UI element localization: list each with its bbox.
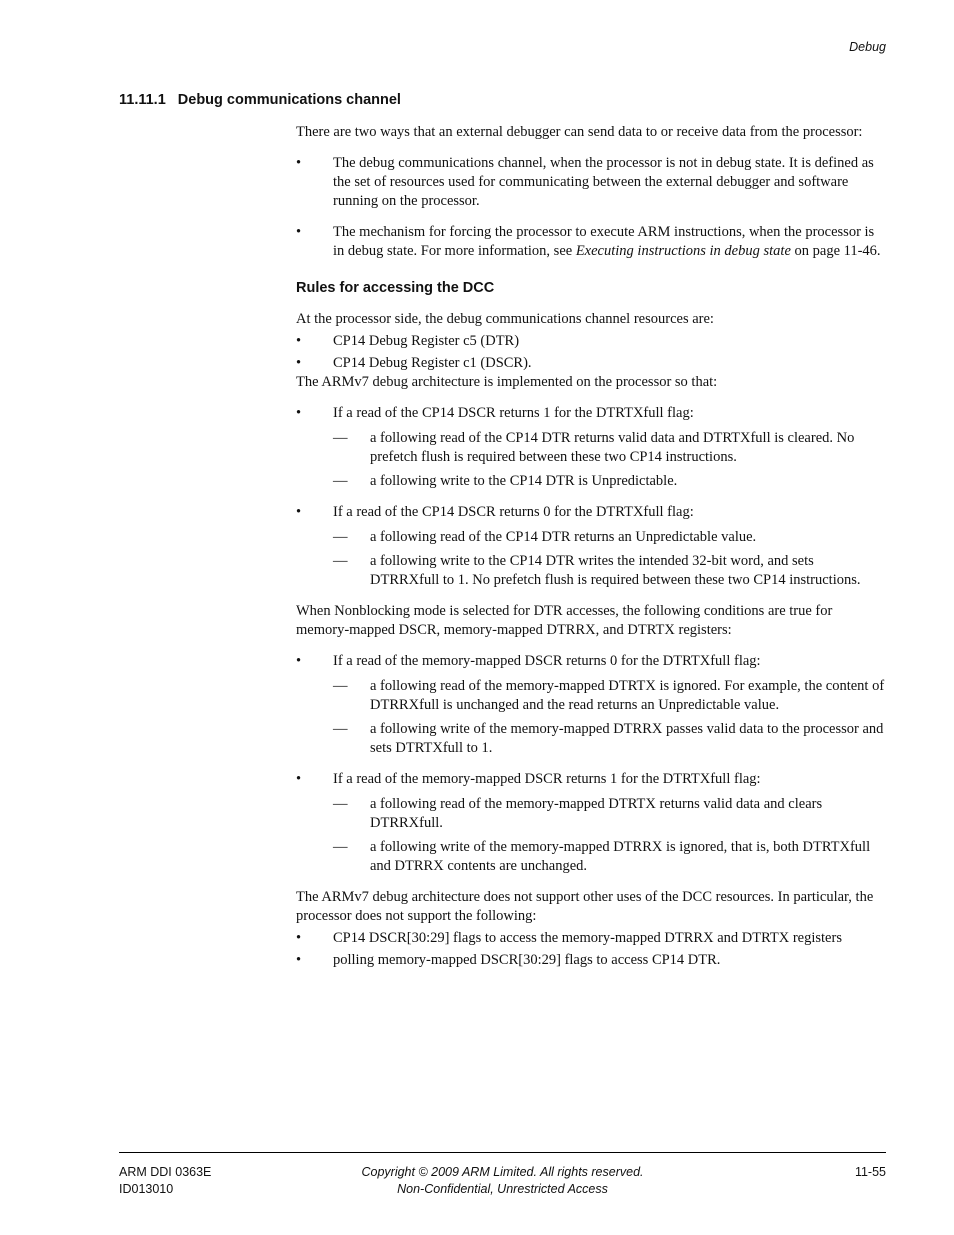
sub-list: [333, 528, 886, 590]
list-item: [296, 154, 886, 211]
dash-mark: —: [333, 721, 348, 737]
dash-mark: —: [333, 430, 348, 446]
bullet-mark: •: [296, 930, 302, 946]
cp14-conditions-list: [296, 404, 886, 590]
list-item: [296, 354, 886, 373]
section-heading: [119, 92, 401, 108]
section-number: 11.11.1: [119, 92, 166, 108]
list-item-text: If a read of the memory-mapped DSCR returns 0 for the DTRTXfull flag:: [333, 653, 761, 669]
sub-list-item: [333, 677, 886, 715]
list-item-text: CP14 Debug Register c1 (DSCR).: [333, 355, 532, 371]
bullet-mark: •: [296, 405, 302, 421]
paragraph: At the processor side, the debug communications channel resources are:: [296, 311, 714, 327]
footer-legal: [119, 1164, 886, 1198]
running-head: Debug: [849, 40, 886, 54]
section-title: Debug communications channel: [177, 92, 401, 108]
memory-mapped-conditions-list: [296, 652, 886, 876]
sub-list-item-text: a following write of the memory-mapped DTRRX passes valid data to the processor and sets DTRTXfull to 1.: [370, 721, 884, 756]
bullet-mark: •: [296, 952, 302, 968]
resources-list: [296, 332, 886, 373]
dash-mark: —: [333, 473, 348, 489]
sub-list-item-text: a following read of the memory-mapped DTRTX is ignored. For example, the content of DTRRXfull is unchanged and the read returns an Unpredictable value.: [370, 678, 885, 713]
sub-list-item: [333, 838, 886, 876]
sub-list-item-text: a following write of the memory-mapped DTRRX is ignored, that is, both DTRTXfull and DTRRX contents are unchanged.: [370, 839, 871, 874]
list-item: [296, 951, 886, 970]
sub-list-item: [333, 528, 886, 547]
sub-list: [333, 429, 886, 491]
list-item-text: If a read of the CP14 DSCR returns 1 for the DTRTXfull flag:: [333, 405, 694, 421]
list-item: [296, 223, 886, 261]
list-item-text: The mechanism for forcing the processor to execute ARM instructions, when the processor is in debug state. For more information, see: [333, 224, 875, 259]
ways-list: [296, 154, 886, 261]
list-item-text: The debug communications channel, when the processor is not in debug state. It is defined as the set of resources used for communicating between the external debugger and software running on the processor.: [333, 155, 874, 209]
sub-list-item: [333, 720, 886, 758]
sub-list-item-text: a following read of the CP14 DTR returns valid data and DTRTXfull is cleared. No prefetch flush is required between these two CP14 instructions.: [370, 430, 855, 465]
body-content: [296, 123, 886, 970]
dash-mark: —: [333, 839, 348, 855]
paragraph: When Nonblocking mode is selected for DTR accesses, the following conditions are true for memory-mapped DSCR, memory-mapped DTRRX, and DTRTX registers:: [296, 603, 833, 638]
list-item-text: on page 11-46.: [790, 243, 881, 259]
bullet-mark: •: [296, 155, 302, 171]
list-item-text: CP14 DSCR[30:29] flags to access the memory-mapped DTRRX and DTRTX registers: [333, 930, 842, 946]
list-item: [296, 770, 886, 876]
sub-list-item: [333, 795, 886, 833]
sub-list-item: [333, 552, 886, 590]
footer-page-number: 11-55: [854, 1165, 886, 1179]
list-item-text: polling memory-mapped DSCR[30:29] flags to access CP14 DTR.: [333, 952, 721, 968]
dash-mark: —: [333, 553, 348, 569]
list-item: [296, 503, 886, 590]
list-item: [296, 404, 886, 491]
sub-list-item: [333, 472, 886, 491]
sub-list: [333, 795, 886, 876]
list-item: [296, 332, 886, 351]
dash-mark: —: [333, 796, 348, 812]
list-item-text: If a read of the CP14 DSCR returns 0 for the DTRTXfull flag:: [333, 504, 694, 520]
sub-list-item-text: a following write to the CP14 DTR writes the intended 32-bit word, and sets DTRRXfull to 1. No prefetch flush is required between these two CP14 instructions.: [370, 553, 861, 588]
bullet-mark: •: [296, 504, 302, 520]
footer-doc-number: ARM DDI 0363E: [119, 1165, 212, 1179]
unsupported-list: [296, 929, 886, 970]
sub-list-item: [333, 429, 886, 467]
footer-divider: [119, 1152, 886, 1153]
footer-copyright: Copyright © 2009 ARM Limited. All rights reserved.: [361, 1165, 644, 1179]
list-item-text: CP14 Debug Register c5 (DTR): [333, 333, 520, 349]
subsection-title: Rules for accessing the DCC: [296, 280, 495, 296]
bullet-mark: •: [296, 653, 302, 669]
bullet-mark: •: [296, 224, 302, 240]
dash-mark: —: [333, 678, 348, 694]
list-item-text: If a read of the memory-mapped DSCR returns 1 for the DTRTXfull flag:: [333, 771, 761, 787]
paragraph: The ARMv7 debug architecture is implemented on the processor so that:: [296, 374, 718, 390]
sub-list-item-text: a following write to the CP14 DTR is Unpredictable.: [370, 473, 678, 489]
dash-mark: —: [333, 529, 348, 545]
intro-paragraph: There are two ways that an external debugger can send data to or receive data from the processor:: [296, 124, 863, 140]
list-item: [296, 652, 886, 758]
sub-list-item-text: a following read of the memory-mapped DTRTX returns valid data and clears DTRRXfull.: [370, 796, 823, 831]
bullet-mark: •: [296, 355, 302, 371]
bullet-mark: •: [296, 333, 302, 349]
paragraph: The ARMv7 debug architecture does not support other uses of the DCC resources. In particular, the processor does not support the following:: [296, 889, 874, 924]
footer-access: Non-Confidential, Unrestricted Access: [397, 1182, 608, 1196]
footer-doc-id: ID013010: [119, 1182, 174, 1196]
bullet-mark: •: [296, 771, 302, 787]
cross-reference-link[interactable]: Executing instructions in debug state: [575, 243, 791, 259]
sub-list-item-text: a following read of the CP14 DTR returns an Unpredictable value.: [370, 529, 757, 545]
sub-list: [333, 677, 886, 758]
list-item: [296, 929, 886, 948]
